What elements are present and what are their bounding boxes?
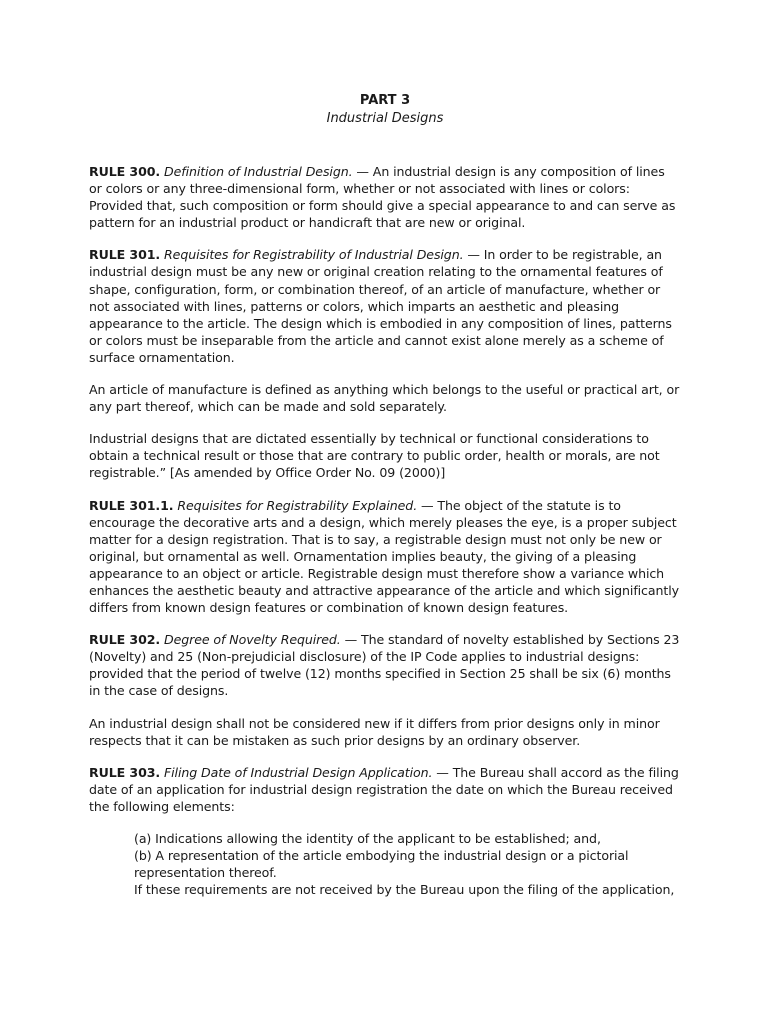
rule-body: — In order to be registrable, an industrial design must be any new or original creation relating to the ornamental features of shape, configuration, form, or combination thereof, of an article of manufacture, whether or not associated with lines, patterns or colors, which imparts an aesthetic and pleasing appearance to the article. The design which is embodied in any composition of lines, patterns or colors must be inseparable from the article and cannot exist alone merely as a scheme of surface ornamentation. <box>89 247 672 365</box>
list-item: (a) Indications allowing the identity of the applicant to be established; and, <box>134 831 601 846</box>
rule-number: RULE 302. <box>89 632 161 648</box>
part-heading: PART 3 <box>359 93 411 108</box>
part-title: Industrial Designs <box>326 111 444 126</box>
rule-body: — The object of the statute is to encourage the decorative arts and a design, which merely pleases the eye, is a proper subject matter for a design registration. That is to say, a registrable design must not only be new or original, but ornamental as well. Ornamentation implies beauty, the giving of a pleasing appearance to an object or article. Registrable design must therefore show a variance which enhances the aesthetic beauty and attractive appearance of the article and which significantly differs from known design features or combination of known design features. <box>89 497 679 616</box>
article-definition-paragraph: An article of manufacture is defined as anything which belongs to the useful or practical art, or any part thereof, which can be made and sold separately. <box>89 382 680 415</box>
document-page <box>89 92 681 898</box>
requirements-list <box>134 830 681 898</box>
rule-title: Requisites for Registrability Explained. <box>177 497 418 513</box>
rule-302 <box>89 631 681 699</box>
rule-body: — The Bureau shall accord as the filing date of an application for industrial design registration the date on which the Bureau received the following elements: <box>89 764 679 814</box>
list-item: (b) A representation of the article embodying the industrial design or a pictorial representation thereof. <box>134 848 629 881</box>
rule-number: RULE 303. <box>89 764 161 780</box>
heading-spacer <box>89 128 681 163</box>
rule-body: — The standard of novelty established by Sections 23 (Novelty) and 25 (Non-prejudicial disclosure) of the IP Code applies to industrial designs: provided that the period of twelve (12) months specified in Section 25 shall be six (6) months in the case of designs. <box>89 632 680 699</box>
rule-number: RULE 301.1. <box>89 497 174 513</box>
rule-title: Requisites for Registrability of Industrial Design. <box>164 247 464 263</box>
list-item: If these requirements are not received by the Bureau upon the filing of the application, <box>134 882 675 898</box>
rule-301-1 <box>89 497 681 617</box>
rule-title: Definition of Industrial Design. <box>164 164 353 179</box>
rule-title: Degree of Novelty Required. <box>164 632 341 648</box>
rule-body: — An industrial design is any composition of lines or colors or any three-dimensional form, whether or not associated with lines or colors: Provided that, such composition or form should give a special appearance to and can serve as pattern for an industrial product or handicraft that are new or original. <box>89 164 676 231</box>
rule-301 <box>89 246 681 366</box>
novelty-paragraph: An industrial design shall not be considered new if it differs from prior designs only in minor respects that it can be mistaken as such prior designs by an ordinary observer. <box>89 715 660 748</box>
rule-number: RULE 301. <box>89 247 161 263</box>
rule-title: Filing Date of Industrial Design Application. <box>164 764 433 780</box>
rule-303 <box>89 764 681 815</box>
rule-number: RULE 300. <box>89 164 161 179</box>
rule-300 <box>89 163 681 231</box>
technical-considerations-paragraph: Industrial designs that are dictated essentially by technical or functional considerations to obtain a technical result or those that are contrary to public order, health or morals, are not registrable.” [As amended by Office Order No. 09 (2000)] <box>89 431 660 481</box>
